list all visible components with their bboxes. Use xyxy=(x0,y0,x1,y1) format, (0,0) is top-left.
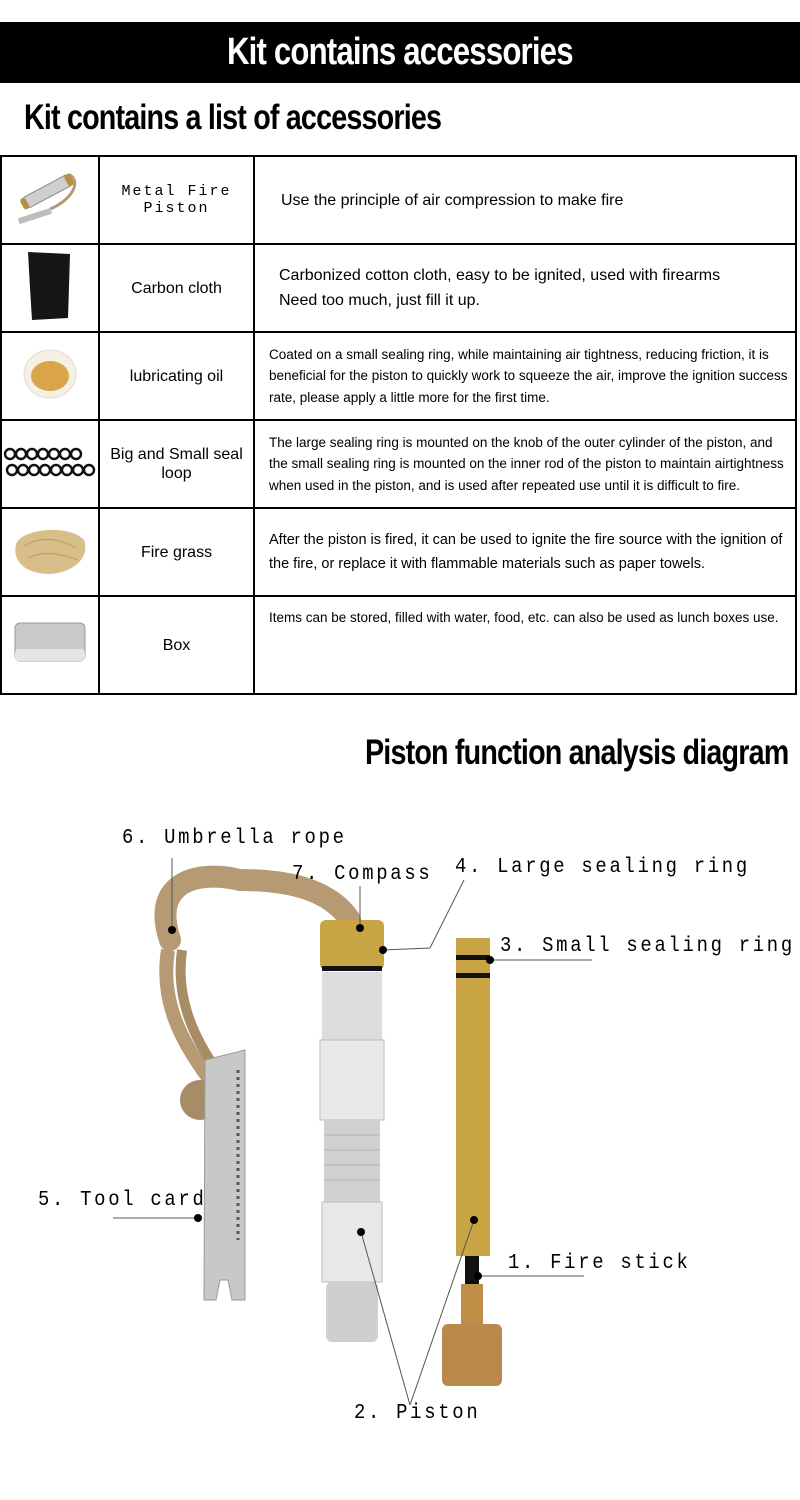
accessory-name: Carbon cloth xyxy=(99,244,254,332)
label-umbrella-rope: 6. Umbrella rope xyxy=(122,827,347,850)
label-fire-stick: 1. Fire stick xyxy=(508,1252,691,1275)
description-line: Need too much, just fill it up. xyxy=(279,292,480,309)
table-row xyxy=(1,596,796,694)
label-piston: 2. Piston xyxy=(354,1402,481,1425)
accessory-name: lubricating oil xyxy=(99,332,254,420)
accessory-description: The large sealing ring is mounted on the knob of the outer cylinder of the piston, and the small sealing ring is mounted on the inner rod of the piston to maintain airtightness when used in the piston, and is used after repeated use until it is difficult to fire. xyxy=(254,420,796,508)
label-small-sealing-ring: 3. Small sealing ring xyxy=(500,935,795,958)
lubricating-oil-image xyxy=(1,332,99,420)
description-line: Carbonized cotton cloth, easy to be ignited, used with firearms xyxy=(279,267,721,284)
fire-grass-image xyxy=(1,508,99,596)
metal-fire-piston-image xyxy=(1,156,99,244)
accessory-name: Metal Fire Piston xyxy=(99,156,254,244)
accessory-list-title: Kit contains a list of accessories xyxy=(24,98,442,137)
accessories-table xyxy=(0,155,797,695)
label-tool-card: 5. Tool card xyxy=(38,1189,207,1212)
table-row xyxy=(1,420,796,508)
seal-loop-image xyxy=(1,420,99,508)
header-banner xyxy=(0,22,800,83)
table-row xyxy=(1,508,796,596)
accessory-description: Coated on a small sealing ring, while maintaining air tightness, reducing friction, it is beneficial for the piston to quickly work to squeeze the air, improve the ignition success rate, please apply a little more for the first time. xyxy=(254,332,796,420)
piston-illustration xyxy=(0,800,800,1450)
accessory-name: Big and Small seal loop xyxy=(99,420,254,508)
accessory-description: After the piston is fired, it can be used to ignite the fire source with the ignition of the fire, or replace it with flammable materials such as paper towels. xyxy=(254,508,796,596)
table-row xyxy=(1,244,796,332)
accessory-description: Items can be stored, filled with water, food, etc. can also be used as lunch boxes use. xyxy=(254,596,796,694)
accessory-description: Use the principle of air compression to make fire xyxy=(254,156,796,244)
label-compass: 7. Compass xyxy=(292,863,433,886)
tin-box-image xyxy=(1,596,99,694)
diagram-title: Piston function analysis diagram xyxy=(364,733,788,772)
carbon-cloth-image xyxy=(1,244,99,332)
accessory-name: Box xyxy=(99,596,254,694)
piston-diagram xyxy=(0,800,800,1450)
table-row xyxy=(1,332,796,420)
banner-title: Kit contains accessories xyxy=(227,31,573,73)
accessory-description xyxy=(254,244,796,332)
label-large-sealing-ring: 4. Large sealing ring xyxy=(455,856,750,879)
table-row xyxy=(1,156,796,244)
accessory-name: Fire grass xyxy=(99,508,254,596)
